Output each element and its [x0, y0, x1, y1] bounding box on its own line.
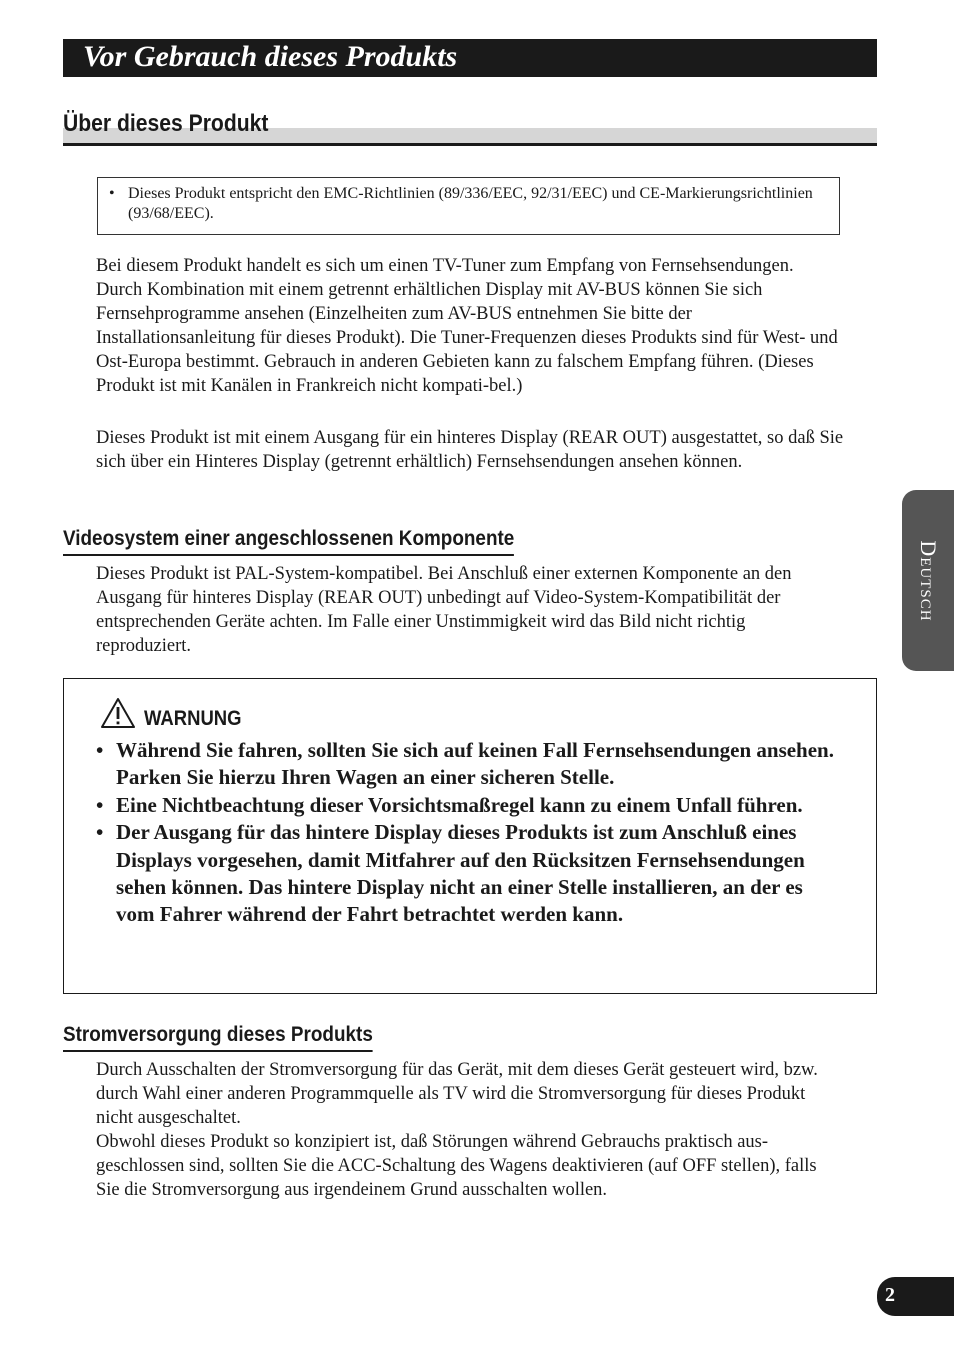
power-supply-heading: Stromversorgung dieses Produkts [63, 1022, 373, 1052]
warning-item [96, 819, 846, 929]
bullet: • [109, 185, 115, 202]
video-system-paragraph: Dieses Produkt ist PAL-System-kompatibel. Bei Anschluß einer externen Komponente an den Ausgang für hinteres Display (REAR OUT) unbedingt auf Video-System-Kompatibilität der entsprechenden Geräte achten. Im Falle einer Unstimmigkeit wird das Bild nicht richtig reproduziert. [96, 564, 792, 656]
warning-label: WARNUNG [144, 707, 242, 730]
warning-box [63, 678, 877, 994]
bullet: • [96, 820, 104, 845]
language-tab-label: Deutsch [916, 539, 941, 622]
rear-out-paragraph: Dieses Produkt ist mit einem Ausgang für ein hinteres Display (REAR OUT) ausgestattet, so daß Sie sich über ein Hinteres Display (getrennt erhältlich) Fernsehsendungen ansehen können. [96, 428, 844, 472]
warning-triangle-icon [100, 697, 136, 729]
power-paragraph-2: Obwohl dieses Produkt so konzipiert ist, daß Störungen während Gebrauchs praktisch aus-geschlossen sind, sollten Sie die ACC-Schaltung des Wagens deaktivieren (auf OFF stellen), falls Sie die Stromversorgung aus irgendeinem Grund ausschalten wollen. [96, 1132, 817, 1200]
page-number-tab [877, 1277, 954, 1316]
compliance-note: Dieses Produkt entspricht den EMC-Richtlinien (89/336/EEC, 92/31/EEC) und CE-Markierungsrichtlinien (93/68/EEC). [128, 185, 813, 222]
page-title-bar [63, 39, 877, 77]
intro-paragraph: Bei diesem Produkt handelt es sich um einen TV-Tuner zum Empfang von Fernsehsendungen. Durch Kombination mit einem getrennt erhältlichen Display mit AV-BUS können Sie sich Fernsehprogramme ansehen (Einzelheiten zum AV-BUS entnehmen Sie bitte der Installationsanleitung für dieses Produkt). Die Tuner-Frequenzen dieses Produkts sind für West- und Ost-Europa bestimmt. Gebrauch in anderen Gebieten kann zu falschem Empfang führen. (Dieses Produkt ist mit Kanälen in Frankreich nicht kompati-bel.) [96, 256, 838, 396]
bullet: • [96, 738, 104, 762]
power-paragraph-1: Durch Ausschalten der Stromversorgung für das Gerät, mit dem dieses Gerät gesteuert wird, bzw. durch Wahl einer anderen Programmquelle als TV wird die Stromversorgung für dieses Produkt nicht ausgeschaltet. [96, 1060, 818, 1128]
warning-item-text: Eine Nichtbeachtung dieser Vorsichtsmaßregel kann zu einem Unfall führen. [116, 792, 803, 817]
warning-item [96, 737, 846, 792]
warning-item [96, 792, 846, 819]
compliance-note-box [97, 177, 840, 235]
section-heading [63, 108, 877, 146]
page-title: Vor Gebrauch dieses Produkts [83, 40, 458, 73]
warning-item-text: Der Ausgang für das hintere Display dieses Produkts ist zum Anschluß eines Displays vorgesehen, damit Mitfahrer auf den Rücksitzen Fernsehsendungen sehen können. Das hintere Display nicht an einer Stelle installieren, an der es vom Fahrer während der Fahrt betrachtet werden kann. [116, 820, 805, 927]
warning-item-text: Während Sie fahren, sollten Sie sich auf keinen Fall Fernsehsendungen ansehen. Parken Sie hierzu Ihren Wagen an einer sicheren Stelle. [116, 738, 834, 790]
page-number: 2 [885, 1284, 895, 1306]
warning-list [96, 737, 846, 929]
video-system-heading: Videosystem einer angeschlossenen Komponente [63, 526, 514, 556]
bullet: • [96, 792, 104, 817]
section-title: Über dieses Produkt [63, 110, 269, 137]
language-tab [902, 490, 954, 671]
